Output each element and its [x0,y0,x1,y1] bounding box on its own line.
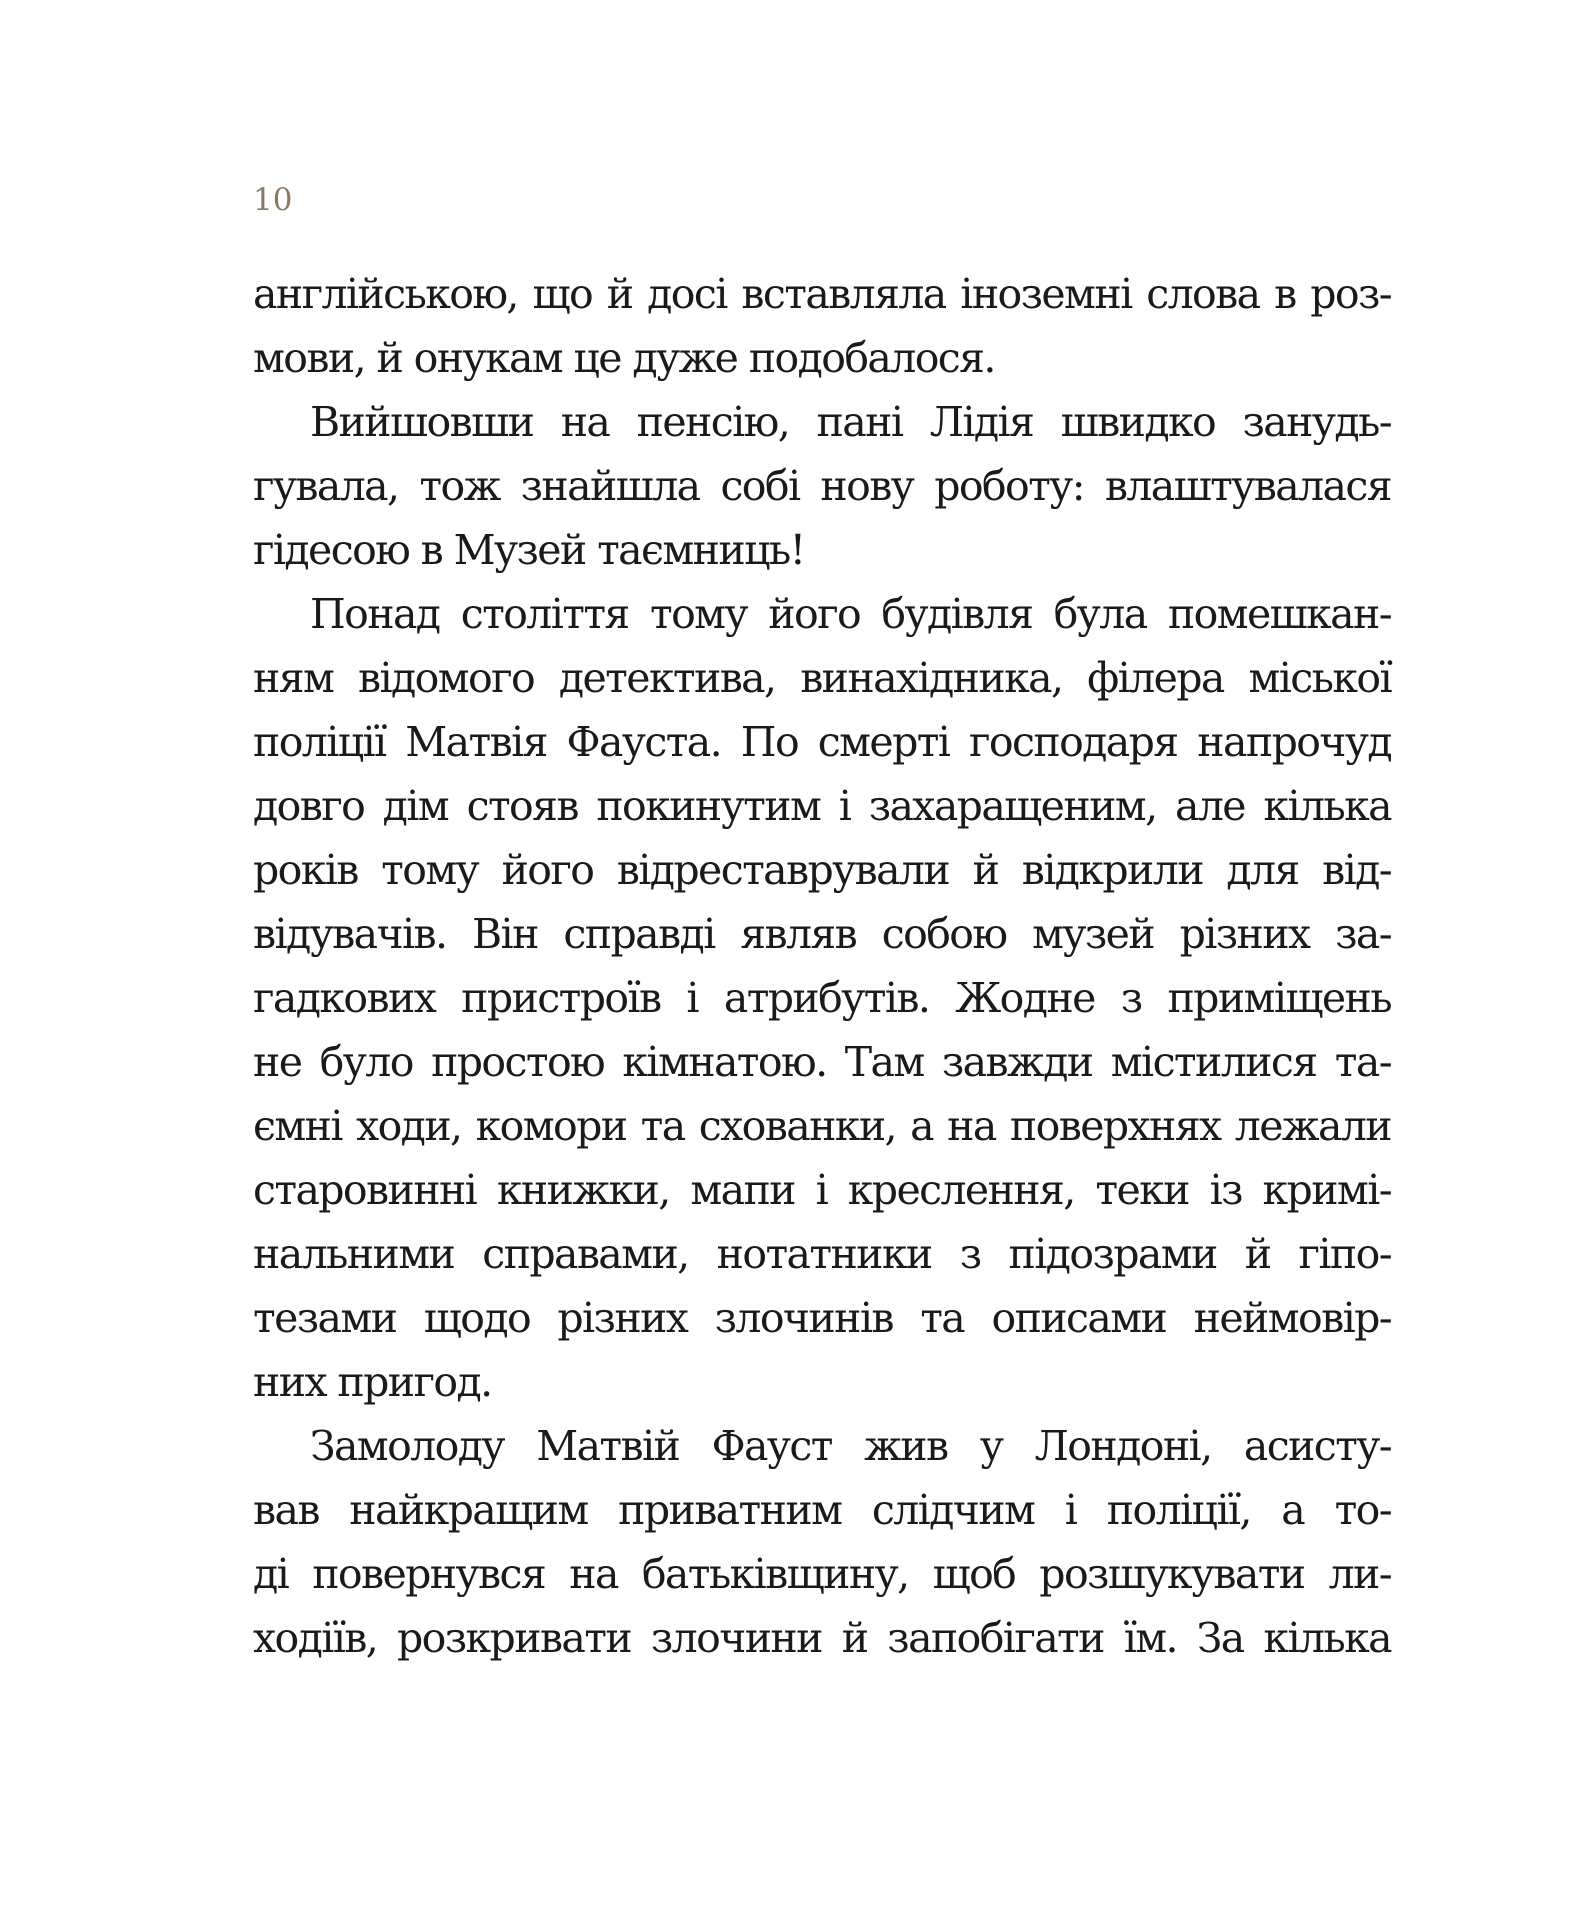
text-line: довго дім стояв покинутим і захаращеним, але кілька [253,782,1391,830]
text-line: ємні ходи, комори та схованки, а на поверхнях лежали [253,1102,1391,1150]
text-line: англійською, що й досі вставляла іноземні слова в роз- [253,270,1391,318]
text-line: ді повернувся на батьківщину, щоб розшукувати ли- [253,1550,1391,1598]
text-line: гідесою в Музей таємниць! [253,526,805,574]
text-line: відувачів. Він справді являв собою музей різних за- [253,910,1391,958]
text-line: ням відомого детектива, винахідника, філера міської [253,654,1391,702]
text-line: них пригод. [253,1358,492,1406]
text-line: років тому його відреставрували й відкрили для від- [253,846,1391,894]
text-line: Вийшовши на пенсію, пані Лідія швидко занудь- [310,398,1391,446]
text-line: старовинні книжки, мапи і креслення, теки із кримі- [253,1166,1391,1214]
text-line: тезами щодо різних злочинів та описами неймовір- [253,1294,1391,1342]
text-line: поліції Матвія Фауста. По смерті господаря напрочуд [253,718,1391,766]
page-number: 10 [253,182,293,218]
text-line: вав найкращим приватним слідчим і поліції, а то- [253,1486,1391,1534]
text-line: ходіїв, розкривати злочини й запобігати їм. За кілька [253,1614,1391,1662]
text-line: мови, й онукам це дуже подобалося. [253,334,995,382]
text-line: не було простою кімнатою. Там завжди містилися та- [253,1038,1391,1086]
text-line: гувала, тож знайшла собі нову роботу: влаштувалася [253,462,1391,510]
text-line: нальними справами, нотатники з підозрами й гіпо- [253,1230,1391,1278]
text-line: Понад століття тому його будівля була помешкан- [310,590,1391,638]
text-line: Замолоду Матвій Фауст жив у Лондоні, асисту- [310,1422,1391,1470]
text-line: гадкових пристроїв і атрибутів. Жодне з приміщень [253,974,1391,1022]
